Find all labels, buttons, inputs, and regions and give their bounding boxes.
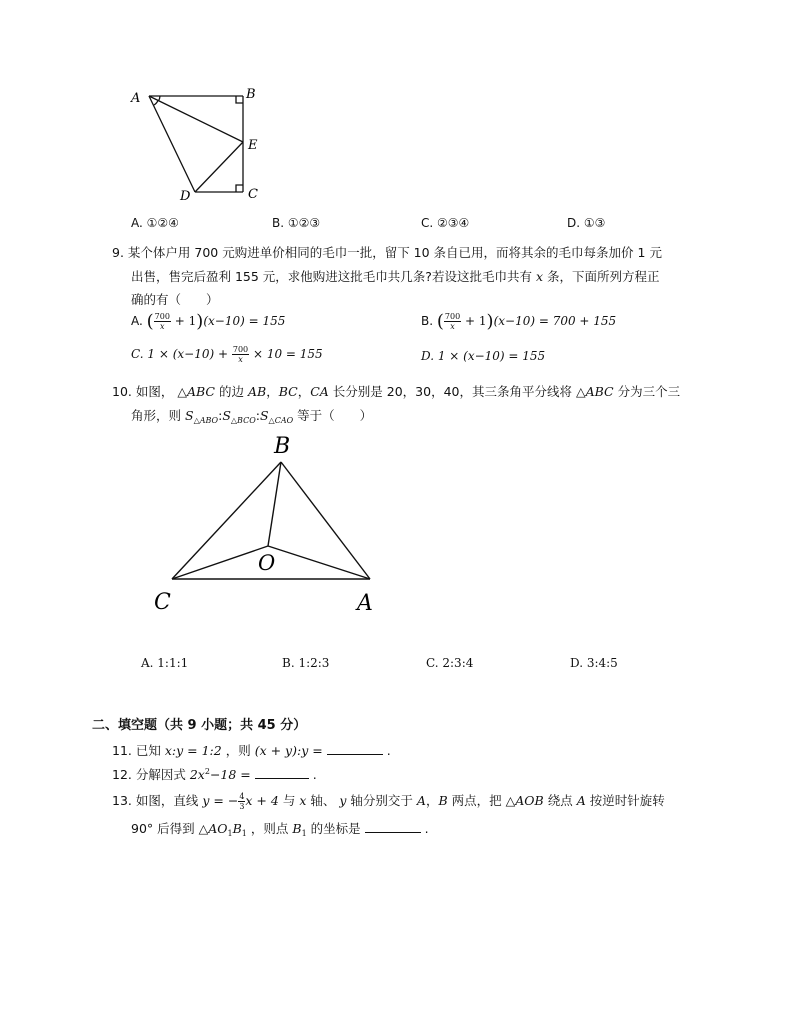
fig1-label-e: E [248,138,258,153]
q11: 11. 已知 x:y = 1:2 ，则 (x + y):y = . [112,743,391,758]
section-title: 二、填空题（共 9 小题；共 45 分） [92,718,307,733]
q9-line2: 出售，售完后盈利 155 元，求他购进这批毛巾共几条?若设这批毛巾共有 x 条，下面所列方程正 [131,269,660,284]
q9-line3: 确的有（ ） [131,292,219,307]
q10-option-b: B. 1:2:3 [282,656,330,670]
figure-quadrilateral [125,82,275,208]
fig1-label-c: C [248,187,258,202]
q8-option-b: B. ①②③ [272,216,321,230]
q10-option-c: C. 2:3:4 [426,656,474,670]
q13-line2: 90° 后得到 $\triangle AO_1B_1$ ，则点 $B_1$ 的坐标是 . [131,821,429,838]
figure-triangle [150,428,390,618]
q8-option-d: D. ①③ [567,216,606,230]
q12-answer-blank[interactable] [255,767,309,779]
q10-option-a: A. 1:1:1 [141,656,189,670]
q9-line1: 9. 某个体户用 700 元购进单价相同的毛巾一批，留下 10 条自已用，而将其余的毛巾每条加价 1 元 [112,245,662,260]
q10-option-d: D. 3:4:5 [570,656,618,670]
q10-line2: 角形，则 $S_{\triangle ABO}:S_{\triangle BCO}:S_{\triangle CAO}$ 等于（ ） [131,408,373,425]
fig2-label-c: C [154,590,171,615]
fig2-label-o: O [258,551,276,575]
q13-answer-blank[interactable] [365,821,421,833]
q9-option-d: D. 1 × (x−10) = 155 [421,349,546,363]
q11-answer-blank[interactable] [327,743,383,755]
fig1-label-b: B [246,87,256,102]
q9-option-a: A. ( $\frac{700}{x}$ + 1)(x−10) = 155 [131,311,286,332]
q12: 12. 分解因式 $2x^2-18$ = . [112,767,317,782]
q9-option-c: C. 1 × (x−10) + $\frac{700}{x}$ × 10 = 155 [131,345,323,364]
q13-line1: 13. 如图，直线 y = − $\frac{4}{3}$ x + 4 与 x 轴、 y 轴分别交于 A，B 两点，把 △AOB 绕点 A 按逆时针旋转 [112,792,665,811]
fig1-label-d: D [180,189,191,204]
fig2-label-b: B [274,434,291,459]
q10-line1: 10. 如图， △ABC 的边 AB，BC，CA 长分别是 20，30，40，其三条角平分线将 △ABC 分为三个三 [112,384,681,399]
fig2-label-a: A [357,591,373,616]
q9-option-b: B. ( $\frac{700}{x}$ + 1)(x−10) = 700 + 155 [421,311,617,332]
q8-option-c: C. ②③④ [421,216,470,230]
fig1-label-a: A [131,91,141,106]
q8-option-a: A. ①②④ [131,216,179,230]
